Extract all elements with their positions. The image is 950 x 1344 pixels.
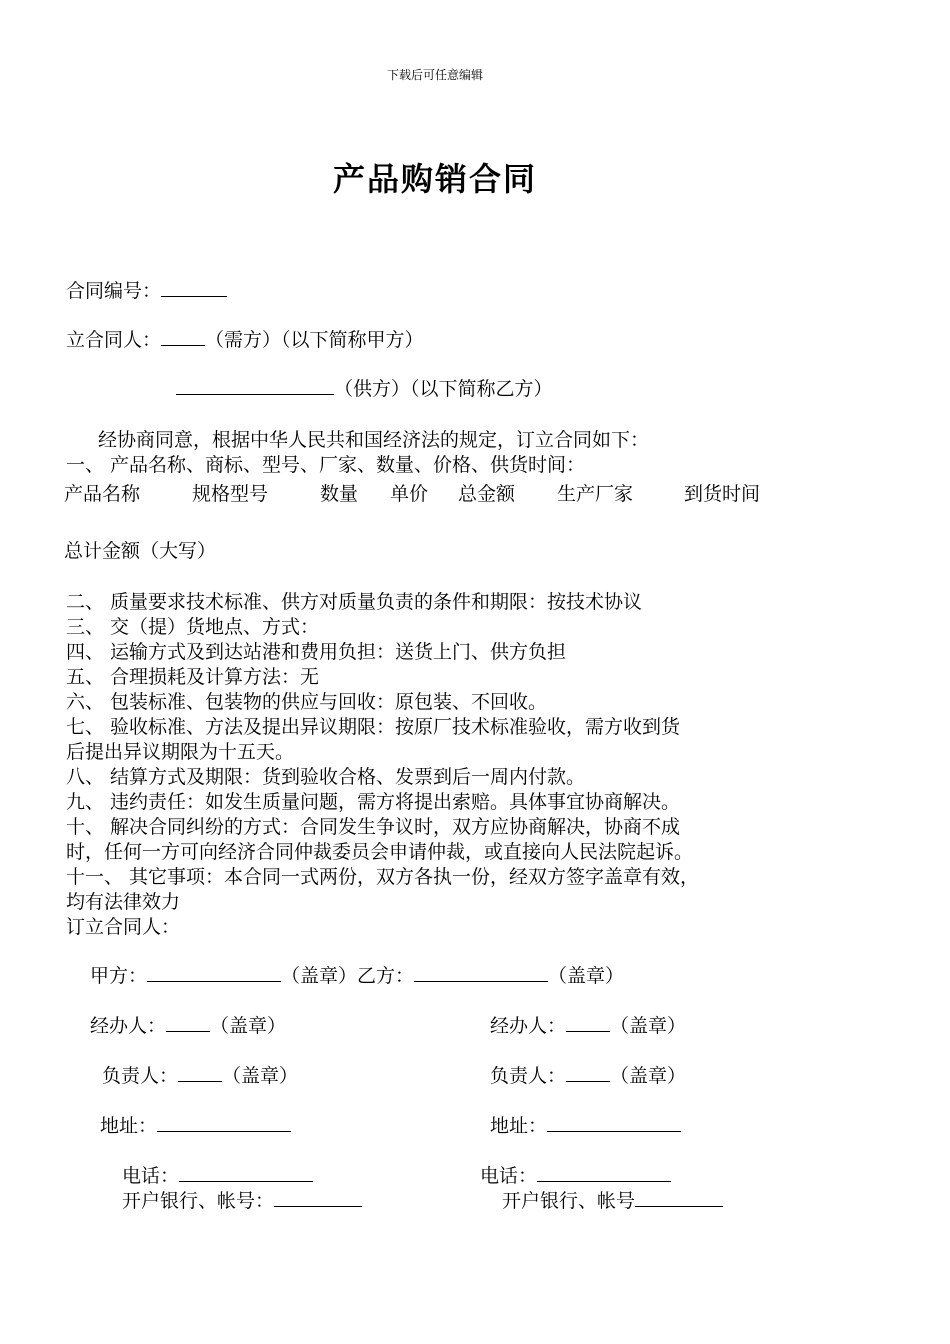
agent-a-row — [90, 1013, 286, 1039]
table-header-cell: 总金额 — [458, 483, 516, 505]
table-header-cell: 到货时间 — [684, 483, 761, 505]
agent-a-seal: （盖章） — [210, 1015, 287, 1037]
clause-line: 八、 结算方式及期限：货到验收合格、发票到后一周内付款。 — [66, 766, 586, 788]
table-header-cell: 产品名称 — [64, 483, 141, 505]
signatories-label: 订立合同人： — [66, 916, 181, 938]
agent-a-field[interactable] — [166, 1013, 210, 1032]
leader-a-seal: （盖章） — [222, 1065, 299, 1087]
leader-b-seal: （盖章） — [610, 1065, 687, 1087]
phone-a-row — [122, 1163, 313, 1189]
leader-b-row — [490, 1063, 686, 1089]
clause-line: 时，任何一方可向经济合同仲裁委员会申请仲裁，或直接向人民法院起诉。 — [66, 841, 694, 863]
bank-b-row — [502, 1188, 723, 1214]
party-a-sign-field[interactable] — [147, 963, 281, 982]
bank-a-row — [122, 1188, 362, 1214]
contract-number-row — [66, 278, 227, 304]
phone-b-row — [480, 1163, 671, 1189]
party-sign-row — [90, 963, 624, 989]
agent-b-seal: （盖章） — [610, 1015, 687, 1037]
clause-1: 一、 产品名称、商标、型号、厂家、数量、价格、供货时间： — [66, 454, 586, 476]
party-b-field[interactable] — [176, 376, 334, 395]
phone-b-label: 电话： — [480, 1165, 538, 1187]
phone-b-field[interactable] — [537, 1163, 671, 1182]
clause-line: 九、 违约责任：如发生质量问题，需方将提出索赔。具体事宜协商解决。 — [66, 791, 681, 813]
phone-a-label: 电话： — [122, 1165, 180, 1187]
party-a-sign-label: 甲方： — [90, 965, 148, 987]
page-title: 产品购销合同 — [332, 160, 537, 198]
clause-line: 均有法律效力 — [66, 891, 181, 913]
bank-a-field[interactable] — [274, 1188, 362, 1207]
phone-a-field[interactable] — [179, 1163, 313, 1182]
leader-a-row — [102, 1063, 298, 1089]
clause-line: 三、 交（提）货地点、方式： — [66, 616, 320, 638]
bank-b-field[interactable] — [635, 1188, 723, 1207]
agent-b-row — [490, 1013, 686, 1039]
intro-text: 经协商同意，根据中华人民共和国经济法的规定，订立合同如下： — [98, 429, 650, 451]
party-b-sign-label: 乙方： — [357, 965, 415, 987]
clause-line: 二、 质量要求技术标准、供方对质量负责的条件和期限：按技术协议 — [66, 591, 643, 613]
header-note: 下载后可任意编辑 — [386, 68, 483, 82]
clause-line: 七、 验收标准、方法及提出异议期限：按原厂技术标准验收，需方收到货 — [66, 716, 681, 738]
agent-b-field[interactable] — [566, 1013, 610, 1032]
clause-line: 十、 解决合同纠纷的方式：合同发生争议时，双方应协商解决，协商不成 — [66, 816, 681, 838]
party-a-suffix: （需方）（以下简称甲方） — [205, 329, 424, 351]
party-b-row — [176, 376, 553, 402]
party-b-seal: （盖章） — [548, 965, 625, 987]
address-a-row — [100, 1113, 291, 1139]
clause-line: 十一、 其它事项：本合同一式两份，双方各执一份，经双方签字盖章有效， — [66, 866, 700, 888]
party-label: 立合同人： — [66, 329, 162, 351]
table-header-cell: 数量 — [320, 483, 359, 505]
table-header-cell: 生产厂家 — [557, 483, 634, 505]
contract-number-field[interactable] — [161, 278, 227, 297]
clause-line: 四、 运输方式及到达站港和费用负担：送货上门、供方负担 — [66, 641, 567, 663]
leader-b-field[interactable] — [566, 1063, 610, 1082]
party-a-row — [66, 327, 424, 353]
clause-line: 后提出异议期限为十五天。 — [66, 741, 295, 763]
party-b-suffix: （供方）（以下简称乙方） — [334, 378, 553, 400]
party-a-field[interactable] — [161, 327, 205, 346]
address-a-label: 地址： — [100, 1115, 158, 1137]
bank-b-label: 开户银行、帐号 — [502, 1190, 636, 1212]
table-header-cell: 规格型号 — [192, 483, 269, 505]
total-amount-label: 总计金额（大写） — [64, 540, 217, 562]
leader-a-label: 负责人： — [102, 1065, 179, 1087]
address-a-field[interactable] — [157, 1113, 291, 1132]
party-a-seal: （盖章） — [281, 965, 358, 987]
bank-a-label: 开户银行、帐号： — [122, 1190, 275, 1212]
party-b-sign-field[interactable] — [414, 963, 548, 982]
leader-a-field[interactable] — [178, 1063, 222, 1082]
address-b-label: 地址： — [490, 1115, 548, 1137]
address-b-row — [490, 1113, 681, 1139]
product-table-header — [0, 479, 870, 505]
clause-line: 六、 包装标准、包装物的供应与回收：原包装、不回收。 — [66, 691, 548, 713]
address-b-field[interactable] — [547, 1113, 681, 1132]
leader-b-label: 负责人： — [490, 1065, 567, 1087]
contract-number-label: 合同编号： — [66, 280, 162, 302]
table-header-cell: 单价 — [390, 483, 429, 505]
agent-a-label: 经办人： — [90, 1015, 167, 1037]
agent-b-label: 经办人： — [490, 1015, 567, 1037]
clause-line: 五、 合理损耗及计算方法：无 — [66, 666, 320, 688]
